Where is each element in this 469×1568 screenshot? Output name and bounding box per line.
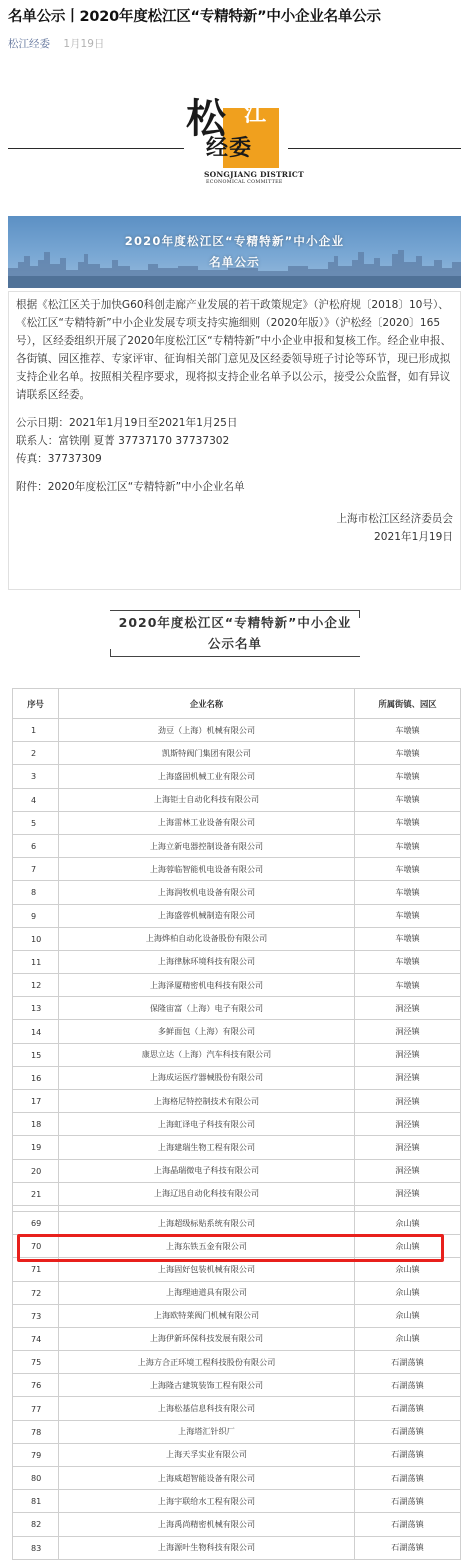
table-row [13,881,461,904]
company-name: 上海伊新环保科技发展有限公司 [59,1327,355,1350]
row-index: 2 [13,742,59,765]
list-heading-line1: 2020年度松江区“专精特新”中小企业 [118,615,352,630]
company-name: 上海盛固机械工业有限公司 [59,765,355,788]
row-index: 14 [13,1020,59,1043]
company-name: 上海欧特莱阀门机械有限公司 [59,1304,355,1327]
company-name: 上海方合正环境工程科技股份有限公司 [59,1351,355,1374]
company-name: 上海烨柏自动化设备股份有限公司 [59,927,355,950]
district-name: 车墩镇 [355,858,461,881]
row-index: 83 [13,1536,59,1559]
heading-tick-bottom [110,649,111,657]
district-name: 洞泾镇 [355,1043,461,1066]
table-row [13,1066,461,1089]
district-name: 车墩镇 [355,927,461,950]
district-name: 佘山镇 [355,1258,461,1281]
notice-signature: 上海市松江区经济委员会 [336,513,453,525]
district-name: 石湖荡镇 [355,1513,461,1536]
row-index: 5 [13,811,59,834]
company-name: 上海律脉环境科技有限公司 [59,950,355,973]
table-row [13,1420,461,1443]
row-index: 75 [13,1351,59,1374]
company-name: 上海晶瑞微电子科技有限公司 [59,1159,355,1182]
table-row [13,1281,461,1304]
company-name: 上海源叶生物科技有限公司 [59,1536,355,1559]
district-name: 车墩镇 [355,811,461,834]
district-name: 石湖荡镇 [355,1536,461,1559]
company-name: 上海东铁五金有限公司 [59,1235,355,1258]
logo-english-line1: SONGJIANG DISTRICT [204,170,304,179]
company-name: 上海天孚实业有限公司 [59,1443,355,1466]
row-index: 80 [13,1467,59,1490]
list-heading [110,612,360,654]
company-name: 上海禹尚精密机械有限公司 [59,1513,355,1536]
table-row [13,904,461,927]
company-name: 上海立新电器控制设备有限公司 [59,834,355,857]
district-name: 石湖荡镇 [355,1374,461,1397]
row-index: 17 [13,1090,59,1113]
row-index: 76 [13,1374,59,1397]
row-index: 81 [13,1490,59,1513]
district-name: 石湖荡镇 [355,1490,461,1513]
district-name: 车墩镇 [355,904,461,927]
district-name: 石湖荡镇 [355,1443,461,1466]
table-row [13,1513,461,1536]
company-name: 劲豆（上海）机械有限公司 [59,719,355,742]
company-name: 上海成运医疗器械股份有限公司 [59,1066,355,1089]
district-name: 车墩镇 [355,950,461,973]
header-index: 序号 [13,689,59,719]
company-name: 上海润牧机电设备有限公司 [59,881,355,904]
district-name: 佘山镇 [355,1327,461,1350]
table-row [13,788,461,811]
company-name: 上海雷林工业设备有限公司 [59,811,355,834]
notice-period: 公示日期：2021年1月19日至2021年1月25日 [16,417,238,429]
district-name: 车墩镇 [355,765,461,788]
table-row [13,1136,461,1159]
article-title: 名单公示丨2020年度松江区“专精特新”中小企业名单公示 [8,9,381,25]
district-name: 洞泾镇 [355,1159,461,1182]
table-row [13,1182,461,1205]
company-name: 上海辽迅自动化科技有限公司 [59,1182,355,1205]
row-index: 10 [13,927,59,950]
row-index: 19 [13,1136,59,1159]
publish-date: 1月19日 [63,38,105,50]
company-name: 康思立达（上海）汽车科技有限公司 [59,1043,355,1066]
heading-rule-top [110,610,360,611]
row-index: 15 [13,1043,59,1066]
row-index: 20 [13,1159,59,1182]
row-index: 74 [13,1327,59,1350]
songjiang-economic-committee-logo [186,95,304,192]
table-row [13,950,461,973]
district-name: 车墩镇 [355,881,461,904]
company-name: 上海宇联给水工程有限公司 [59,1490,355,1513]
row-index: 7 [13,858,59,881]
table-row [13,1159,461,1182]
row-index: 4 [13,788,59,811]
list-heading-line2: 公示名单 [207,636,262,651]
table-row [13,997,461,1020]
table-row [13,1020,461,1043]
table-row [13,811,461,834]
logo-divider-right [288,148,461,149]
district-name: 洞泾镇 [355,997,461,1020]
banner-title-line2: 名单公示 [209,255,260,269]
table-header-row [13,689,461,719]
row-index: 70 [13,1235,59,1258]
district-name: 车墩镇 [355,788,461,811]
heading-rule-bottom [110,656,360,657]
table-row [13,765,461,788]
row-index: 13 [13,997,59,1020]
row-index: 82 [13,1513,59,1536]
notice-contacts: 联系人：富铁刚 夏菁 37737170 37737302 [16,435,230,447]
notice-body: 根据《松江区关于加快G60科创走廊产业发展的若干政策规定》（沪松府规〔2018〕10号）、《松江区“专精特新”中小企业发展专项支持实施细则（2020年版）》（沪松经〔2020〕165号），区经委组织开展了2020年度松江区“专精特新”中小企业申报和复核工作。经企业申报、各街镇、园区推荐、专家评审、征询相关部门意见及区经委领导班子讨论等环节，现已形成拟支持企业名单。按照相关程序要求，现将拟支持企业名单予以公示，接受公众监督，如有异议请联系区经委。 [16,299,452,401]
table-row [13,927,461,950]
row-index: 73 [13,1304,59,1327]
header-company: 企业名称 [59,689,355,719]
notice-signature-date: 2021年1月19日 [374,531,453,543]
table-row [13,1490,461,1513]
row-index: 72 [13,1281,59,1304]
skyline-illustration [8,216,461,288]
table-row [13,1211,461,1234]
row-index: 1 [13,719,59,742]
company-name: 上海钜士自动化科技有限公司 [59,788,355,811]
notice-box [8,291,461,590]
row-index: 8 [13,881,59,904]
district-name: 洞泾镇 [355,1090,461,1113]
district-name: 洞泾镇 [355,1182,461,1205]
district-name: 石湖荡镇 [355,1351,461,1374]
company-name: 上海固好包装机械有限公司 [59,1258,355,1281]
district-name: 洞泾镇 [355,1136,461,1159]
company-name: 凯斯特阀门集团有限公司 [59,742,355,765]
table-row [13,742,461,765]
company-name: 上海建瑞生物工程有限公司 [59,1136,355,1159]
district-name: 佘山镇 [355,1235,461,1258]
row-index: 77 [13,1397,59,1420]
district-name: 石湖荡镇 [355,1397,461,1420]
logo-english-line2: ECONOMICAL COMMITTEE [206,180,283,185]
row-index: 21 [13,1182,59,1205]
company-name: 上海塔汇针织厂 [59,1420,355,1443]
highlight-box-row-70 [17,1234,444,1262]
table-row [13,1397,461,1420]
logo-char-song: 松 [186,95,226,142]
table-row [13,1351,461,1374]
district-name: 车墩镇 [355,974,461,997]
district-name: 车墩镇 [355,719,461,742]
row-index: 69 [13,1211,59,1234]
table-row [13,1443,461,1466]
logo-divider-left [8,148,184,149]
row-index: 71 [13,1258,59,1281]
row-index: 6 [13,834,59,857]
district-name: 洞泾镇 [355,1113,461,1136]
company-name: 上海虹译电子科技有限公司 [59,1113,355,1136]
table-row [13,1536,461,1559]
district-name: 车墩镇 [355,742,461,765]
row-index: 11 [13,950,59,973]
district-name: 石湖荡镇 [355,1420,461,1443]
district-name: 车墩镇 [355,834,461,857]
company-name: 上海蓉临智能机电设备有限公司 [59,858,355,881]
company-name: 上海泽厦精密机电科技有限公司 [59,974,355,997]
row-index: 3 [13,765,59,788]
logo-chars-jingwei: 经委 [206,136,253,161]
row-index: 9 [13,904,59,927]
row-index: 18 [13,1113,59,1136]
city-skyline-banner [8,216,461,288]
table-row [13,1113,461,1136]
table-row [13,1043,461,1066]
company-name: 上海隆古建筑装饰工程有限公司 [59,1374,355,1397]
banner-title-line1: 2020年度松江区“专精特新”中小企业 [124,234,345,248]
district-name: 佘山镇 [355,1211,461,1234]
table-row [13,1327,461,1350]
table-row [13,1374,461,1397]
table-row [13,1090,461,1113]
notice-attachment: 附件：2020年度松江区“专精特新”中小企业名单 [16,481,245,493]
district-name: 洞泾镇 [355,1066,461,1089]
account-name-link[interactable]: 松江经委 [8,38,50,50]
district-name: 佘山镇 [355,1304,461,1327]
table-row [13,1304,461,1327]
company-name: 上海理迪道具有限公司 [59,1281,355,1304]
company-name: 上海盛蓉机械制造有限公司 [59,904,355,927]
district-name: 石湖荡镇 [355,1467,461,1490]
article-meta [8,37,104,51]
company-name: 上海超级标贴系统有限公司 [59,1211,355,1234]
company-name: 保隆宙富（上海）电子有限公司 [59,997,355,1020]
table-row [13,1467,461,1490]
table-row [13,974,461,997]
district-name: 洞泾镇 [355,1020,461,1043]
row-index: 12 [13,974,59,997]
table-row [13,834,461,857]
logo-char-jiang: 江 [244,102,267,127]
notice-fax: 传真：37737309 [16,453,102,465]
row-index: 79 [13,1443,59,1466]
company-list-table [12,688,461,1560]
row-index: 78 [13,1420,59,1443]
row-index: 16 [13,1066,59,1089]
company-name: 上海威超智能设备有限公司 [59,1467,355,1490]
company-name: 上海格尼特控制技术有限公司 [59,1090,355,1113]
table-row [13,719,461,742]
company-name: 多鲜面包（上海）有限公司 [59,1020,355,1043]
table-row [13,858,461,881]
header-district: 所属街镇、园区 [355,689,461,719]
district-name: 佘山镇 [355,1281,461,1304]
company-name: 上海松基信息科技有限公司 [59,1397,355,1420]
